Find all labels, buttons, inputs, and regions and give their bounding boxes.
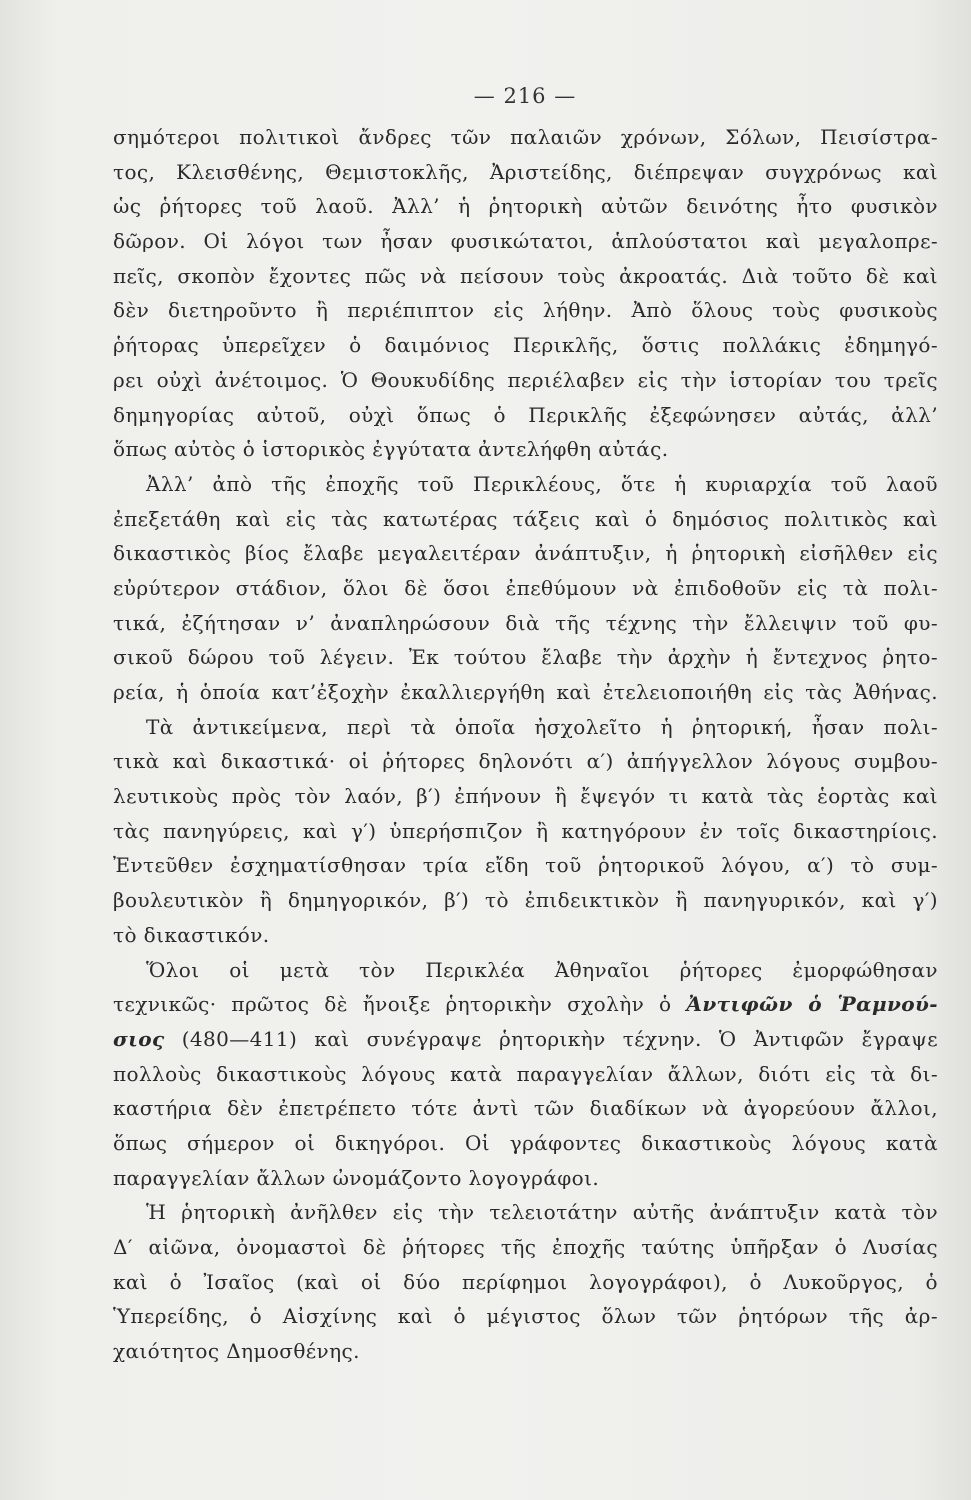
text-line: ὅπως σήμερον οἱ δικηγόροι. Οἱ γράφοντες δικαστικοὺς λόγους κατὰ <box>113 1130 938 1155</box>
text-line: σικοῦ δώρου τοῦ λέγειν. Ἐκ τούτου ἔλαβε τὴν ἀρχὴν ἡ ἔντεχνος ῥητο- <box>113 645 938 670</box>
text-line: Δ′ αἰῶνα, ὀνομαστοὶ δὲ ῥήτορες τῆς ἐποχῆς ταύτης ὑπῆρξαν ὁ Λυσίας <box>113 1235 938 1259</box>
text-line: Ἡ ῥητορικὴ ἀνῆλθεν εἰς τὴν τελειοτάτην αὐτῆς ἀνάπτυξιν κατὰ τὸν <box>146 1200 938 1225</box>
text-line: τικά, ἐζήτησαν ν’ ἀναπληρώσουν διὰ τῆς τέχνης τὴν ἔλλειψιν τοῦ φυ- <box>113 610 938 635</box>
body-text <box>113 120 938 1369</box>
text-line: τὸ δικαστικόν. <box>113 922 270 947</box>
text-line: εὐρύτερον στάδιον, ὅλοι δὲ ὅσοι ἐπεθύμουν νὰ ἐπιδοθοῦν εἰς τὰ πολι- <box>113 575 938 600</box>
text-line: πεῖς, σκοπὸν ἔχοντες πῶς νὰ πείσουν τοὺς ἀκροατάς. Διὰ τοῦτο δὲ καὶ <box>113 263 938 288</box>
text-line: δημηγορίας αὐτοῦ, οὐχὶ ὅπως ὁ Περικλῆς ἐξεφώνησεν αὐτάς, ἀλλ’ <box>113 402 938 427</box>
orator-name-bold: Ἀντιφῶν ὁ Ῥαμνού- <box>686 992 938 1017</box>
text-line: παραγγελίαν ἄλλων ὠνομάζοντο λογογράφοι. <box>113 1165 600 1190</box>
text-line: καὶ ὁ Ἰσαῖος (καὶ οἱ δύο περίφημοι λογογράφοι), ὁ Λυκοῦργος, ὁ <box>113 1269 938 1294</box>
text-line: σιος (480—411) καὶ συνέγραψε ῥητορικὴν τέχνην. Ὁ Ἀντιφῶν ἔγραψε <box>113 1026 938 1051</box>
text-line: τὰς πανηγύρεις, καὶ γ′) ὑπερήσπιζον ἢ κατηγόρουν ἐν τοῖς δικαστηρίοις. <box>113 818 938 843</box>
text-line: Ἐντεῦθεν ἐσχηματίσθησαν τρία εἴδη τοῦ ῥητορικοῦ λόγου, α′) τὸ συμ- <box>113 853 938 878</box>
page-number: — 216 — <box>473 84 577 108</box>
text-line: ὡς ῥήτορες τοῦ λαοῦ. Ἀλλ’ ἡ ῥητορικὴ αὐτῶν δεινότης ἦτο φυσικὸν <box>113 194 938 219</box>
text-line: ἐπεξετάθη καὶ εἰς τὰς κατωτέρας τάξεις καὶ ὁ δημόσιος πολιτικὸς καὶ <box>113 506 938 531</box>
text-line: πολλοὺς δικαστικοὺς λόγους κατὰ παραγγελίαν ἄλλων, διότι εἰς τὰ δι- <box>113 1061 938 1086</box>
text-line: τος, Κλεισθένης, Θεμιστοκλῆς, Ἀριστείδης, διέπρεψαν συγχρόνως καὶ <box>113 159 938 184</box>
text-line: βουλευτικὸν ἢ δημηγορικόν, β′) τὸ ἐπιδεικτικὸν ἢ πανηγυρικόν, καὶ γ′) <box>113 888 938 913</box>
text-line: χαιότητος Δημοσθένης. <box>113 1339 360 1364</box>
text-line: Ὅλοι οἱ μετὰ τὸν Περικλέα Ἀθηναῖοι ῥήτορες ἐμορφώθησαν <box>146 957 938 982</box>
text-line: καστήρια δὲν ἐπετρέπετο τότε ἀντὶ τῶν διαδίκων νὰ ἀγορεύουν ἄλλοι, <box>113 1096 938 1121</box>
text-line: τεχνικῶς· πρῶτος δὲ ἤνοιξε ῥητορικὴν σχολὴν ὁ Ἀντιφῶν ὁ Ῥαμνού- <box>113 992 938 1017</box>
text-line: δὲν διετηροῦντο ἢ περιέπιπτον εἰς λήθην. Ἀπὸ ὅλους τοὺς φυσικοὺς <box>113 298 938 323</box>
orator-name-bold: σιος <box>113 1026 165 1051</box>
text-line: ρεία, ἡ ὁποία κατ’ἐξοχὴν ἐκαλλιεργήθη καὶ ἐτελειοποιήθη εἰς τὰς Ἀθήνας. <box>113 680 938 704</box>
text-line: ρει οὐχὶ ἀνέτοιμος. Ὁ Θουκυδίδης περιέλαβεν εἰς τὴν ἱστορίαν του τρεῖς <box>113 367 938 392</box>
text-line: τικὰ καὶ δικαστικά· οἱ ῥήτορες δηλονότι α′) ἀπήγγελλον λόγους συμβου- <box>113 749 938 774</box>
text-line: δῶρον. Οἱ λόγοι των ἦσαν φυσικώτατοι, ἁπλούστατοι καὶ μεγαλοπρε- <box>113 229 938 254</box>
text-line: Ἀλλ’ ἀπὸ τῆς ἐποχῆς τοῦ Περικλέους, ὅτε ἡ κυριαρχία τοῦ λαοῦ <box>146 471 938 496</box>
text-line: Ὑπερείδης, ὁ Αἰσχίνης καὶ ὁ μέγιστος ὅλων τῶν ῥητόρων τῆς ἀρ- <box>113 1304 938 1329</box>
text-line: ῥήτορας ὑπερεῖχεν ὁ δαιμόνιος Περικλῆς, ὅστις πολλάκις ἐδημηγό- <box>113 333 938 358</box>
text-line: δικαστικὸς βίος ἔλαβε μεγαλειτέραν ἀνάπτυξιν, ἡ ῥητορικὴ εἰσῆλθεν εἰς <box>113 541 938 566</box>
text-line: ὅπως αὐτὸς ὁ ἱστορικὸς ἐγγύτατα ἀντελήφθη αὐτάς. <box>113 437 669 462</box>
text-line: λευτικοὺς πρὸς τὸν λαόν, β′) ἐπήνουν ἢ ἔψεγόν τι κατὰ τὰς ἑορτὰς καὶ <box>113 784 938 809</box>
text-line: Τὰ ἀντικείμενα, περὶ τὰ ὁποῖα ἠσχολεῖτο ἡ ῥητορική, ἦσαν πολι- <box>146 714 938 739</box>
text-line: σημότεροι πολιτικοὶ ἄνδρες τῶν παλαιῶν χρόνων, Σόλων, Πεισίστρα- <box>113 125 938 149</box>
